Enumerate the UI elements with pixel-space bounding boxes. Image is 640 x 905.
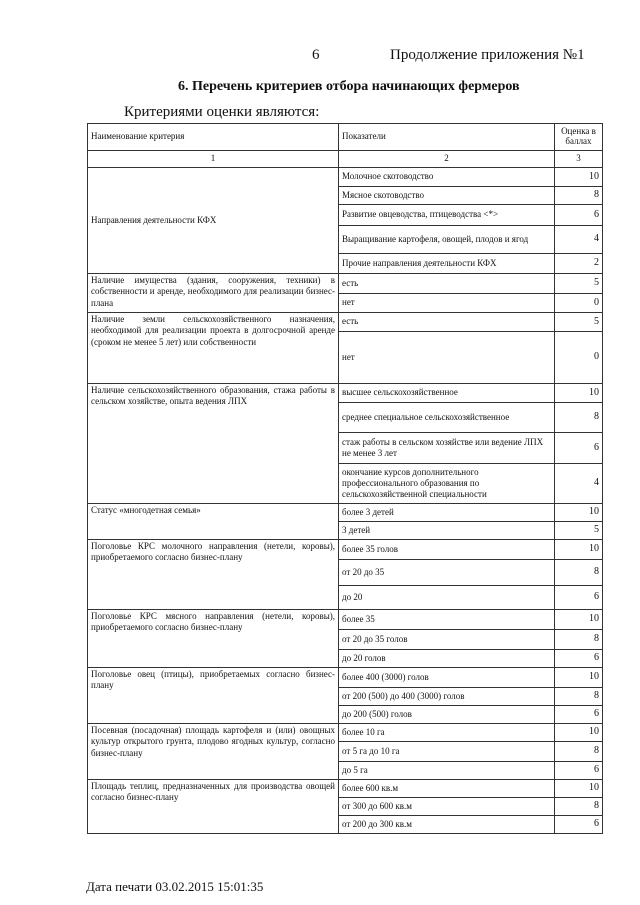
score-cell: 10 (555, 540, 603, 560)
column-number: 1 (88, 151, 339, 168)
indicator-cell: высшее сельскохозяйственное (339, 384, 555, 403)
indicator-cell: до 5 га (339, 762, 555, 780)
criteria-table (87, 123, 603, 834)
indicator-cell: от 20 до 35 голов (339, 630, 555, 650)
indicator-cell: до 20 голов (339, 650, 555, 668)
table-header-row (88, 124, 603, 151)
score-cell: 10 (555, 668, 603, 688)
indicator-cell: среднее специальное сельскохозяйственное (339, 403, 555, 433)
indicator-cell: Прочие направления деятельности КФХ (339, 254, 555, 274)
score-cell: 6 (555, 586, 603, 610)
indicator-cell: более 3 детей (339, 504, 555, 522)
score-cell: 0 (555, 294, 603, 313)
indicator-cell: до 20 (339, 586, 555, 610)
score-cell: 8 (555, 798, 603, 816)
page-number: 6 (312, 47, 320, 63)
criterion-cell: Площадь теплиц, предназначенных для производства овощей согласно бизнес-плану (88, 780, 339, 834)
indicator-cell: более 10 га (339, 724, 555, 742)
table-row (88, 540, 603, 560)
indicator-cell: более 35 голов (339, 540, 555, 560)
indicator-cell: Мясное скотоводство (339, 187, 555, 205)
print-date: Дата печати 03.02.2015 15:01:35 (86, 879, 264, 894)
score-cell: 5 (555, 274, 603, 294)
indicator-cell: есть (339, 274, 555, 294)
criterion-cell: Статус «многодетная семья» (88, 504, 339, 540)
indicator-cell: Развитие овцеводства, птицеводства <*> (339, 205, 555, 226)
score-cell: 6 (555, 762, 603, 780)
indicator-cell: более 600 кв.м (339, 780, 555, 798)
criterion-cell: Поголовье КРС мясного направления (нетели, коровы), приобретаемого согласно бизнес-плану (88, 610, 339, 668)
indicator-cell: Выращивание картофеля, овощей, плодов и ягод (339, 226, 555, 254)
table-row (88, 724, 603, 742)
indicator-cell: более 400 (3000) голов (339, 668, 555, 688)
header-score: Оценка в баллах (555, 124, 603, 151)
score-cell: 6 (555, 433, 603, 464)
indicator-cell: от 300 до 600 кв.м (339, 798, 555, 816)
column-number-row (88, 151, 603, 168)
score-cell: 4 (555, 226, 603, 254)
indicator-cell: нет (339, 332, 555, 384)
score-cell: 10 (555, 384, 603, 403)
criterion-cell: Поголовье овец (птицы), приобретаемых согласно бизнес-плану (88, 668, 339, 724)
score-cell: 8 (555, 560, 603, 586)
criterion-cell: Поголовье КРС молочного направления (нетели, коровы), приобретаемого согласно бизнес-плану (88, 540, 339, 610)
criterion-cell: Наличие сельскохозяйственного образования, стажа работы в сельском хозяйстве, опыта ведения ЛПХ (88, 384, 339, 504)
header-criterion: Наименование критерия (88, 124, 339, 151)
column-number: 3 (555, 151, 603, 168)
indicator-cell: есть (339, 313, 555, 332)
score-cell: 5 (555, 522, 603, 540)
score-cell: 8 (555, 630, 603, 650)
criterion-cell: Посевная (посадочная) площадь картофеля и (или) овощных культур открытого грунта, плодово ягодных культур, согласно бизнес-плану (88, 724, 339, 780)
indicator-cell: 3 детей (339, 522, 555, 540)
score-cell: 6 (555, 650, 603, 668)
score-cell: 10 (555, 780, 603, 798)
score-cell: 8 (555, 742, 603, 762)
score-cell: 5 (555, 313, 603, 332)
header-indicators: Показатели (339, 124, 555, 151)
score-cell: 10 (555, 504, 603, 522)
indicator-cell: от 200 до 300 кв.м (339, 816, 555, 834)
indicator-cell: до 200 (500) голов (339, 706, 555, 724)
intro-text: Критериями оценки являются: (124, 104, 320, 120)
score-cell: 6 (555, 816, 603, 834)
indicator-cell: более 35 (339, 610, 555, 630)
score-cell: 4 (555, 464, 603, 504)
table-row (88, 313, 603, 332)
score-cell: 2 (555, 254, 603, 274)
table-row (88, 274, 603, 294)
score-cell: 8 (555, 403, 603, 433)
column-number: 2 (339, 151, 555, 168)
indicator-cell: окончание курсов дополнительного профессионального образования по сельскохозяйственной специальности (339, 464, 555, 504)
score-cell: 6 (555, 706, 603, 724)
appendix-label: Продолжение приложения №1 (390, 47, 585, 63)
table-row (88, 780, 603, 798)
table-row (88, 504, 603, 522)
indicator-cell: от 5 га до 10 га (339, 742, 555, 762)
indicator-cell: Молочное скотоводство (339, 168, 555, 187)
section-title: 6. Перечень критериев отбора начинающих фермеров (178, 79, 520, 94)
score-cell: 8 (555, 688, 603, 706)
criterion-cell: Наличие земли сельскохозяйственного назначения, необходимой для реализации проекта в долгосрочной аренде (сроком не менее 5 лет) или собственности (88, 313, 339, 384)
score-cell: 0 (555, 332, 603, 384)
score-cell: 6 (555, 205, 603, 226)
table-row (88, 384, 603, 403)
score-cell: 10 (555, 168, 603, 187)
criterion-cell: Направления деятельности КФХ (88, 168, 339, 274)
table-row (88, 668, 603, 688)
indicator-cell: от 200 (500) до 400 (3000) голов (339, 688, 555, 706)
score-cell: 10 (555, 610, 603, 630)
score-cell: 8 (555, 187, 603, 205)
criterion-cell: Наличие имущества (здания, сооружения, техники) в собственности и аренде, необходимого для реализации бизнес-плана (88, 274, 339, 313)
indicator-cell: нет (339, 294, 555, 313)
indicator-cell: стаж работы в сельском хозяйстве или ведение ЛПХ не менее 3 лет (339, 433, 555, 464)
table-row (88, 610, 603, 630)
table-row (88, 168, 603, 187)
indicator-cell: от 20 до 35 (339, 560, 555, 586)
score-cell: 10 (555, 724, 603, 742)
